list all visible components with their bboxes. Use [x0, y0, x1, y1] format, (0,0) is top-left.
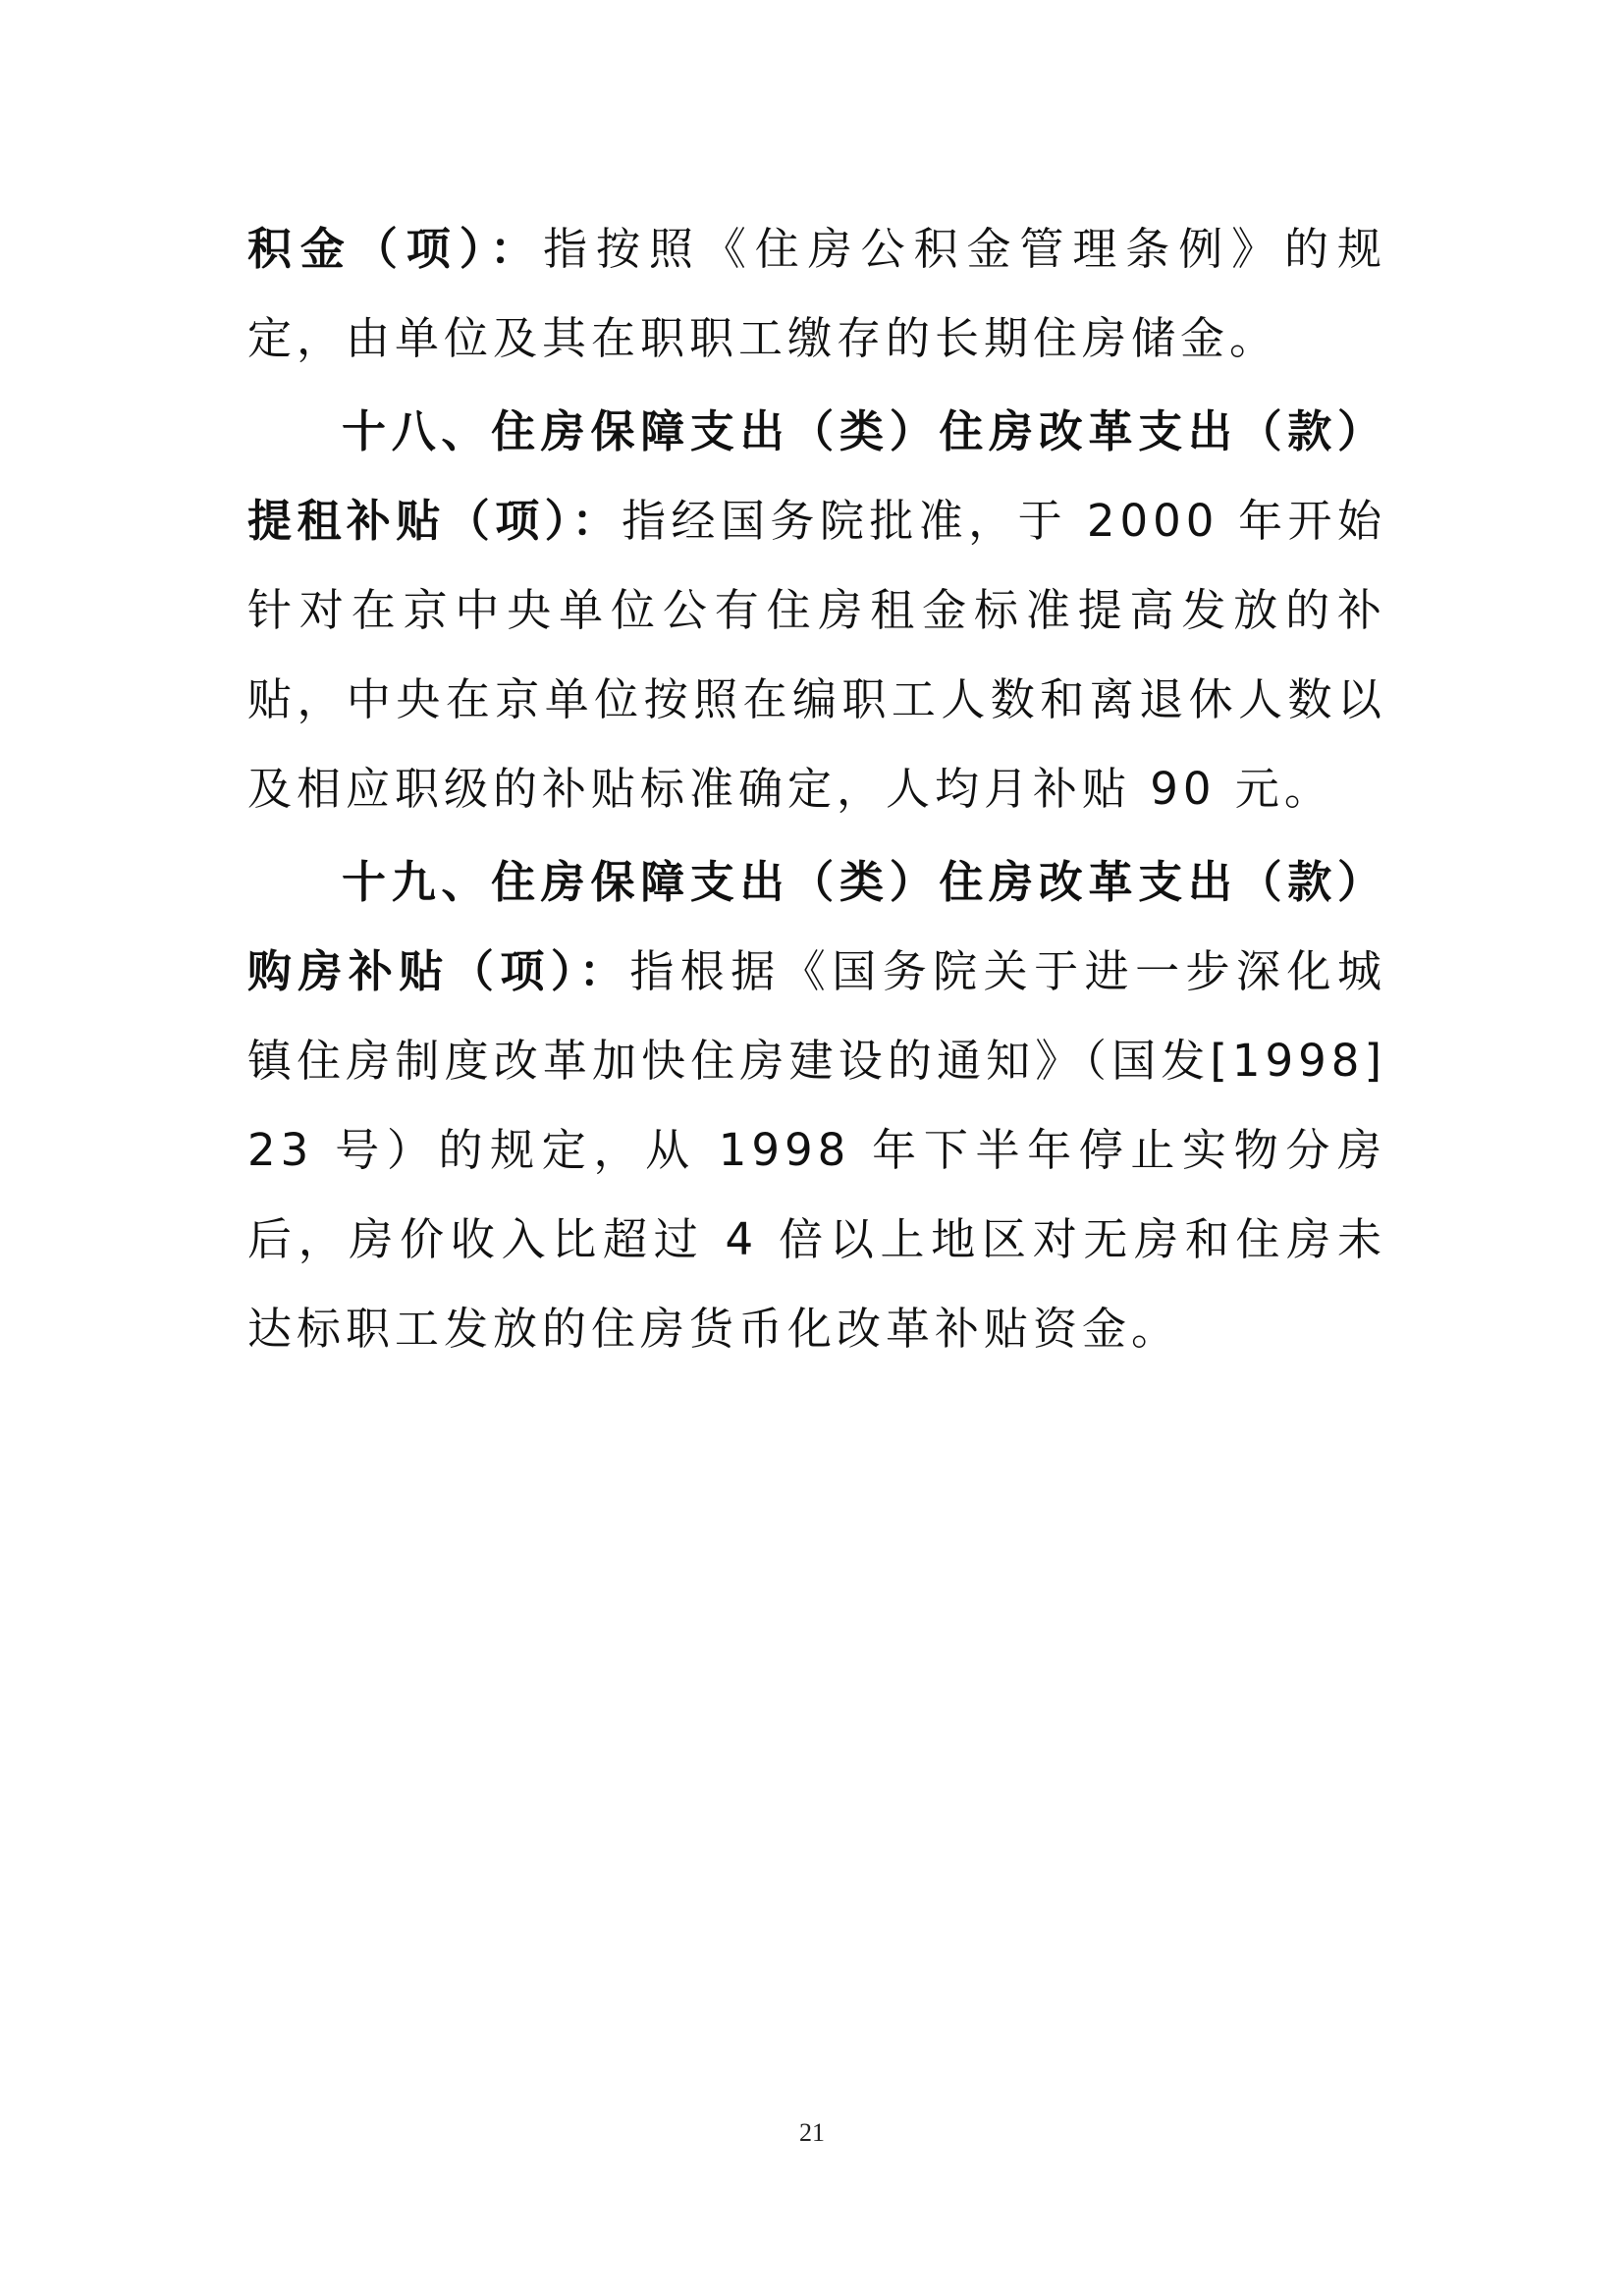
- paragraph-18-rent-subsidy: [247, 387, 1386, 833]
- paragraph-19-purchase-subsidy: [247, 837, 1386, 1373]
- page-number: 21: [799, 2118, 825, 2147]
- document-body: [247, 204, 1386, 1377]
- paragraph-heading: 积金（项）：: [247, 223, 544, 275]
- paragraph-text: 指经国务院批准，于 2000 年开始针对在京中央单位公有住房租金标准提高发放的补贴，中央在京单位按照在编职工人数和离退休人数以及相应职级的补贴标准确定，人均月补贴 90 元。: [247, 495, 1386, 815]
- paragraph-heading: 十八、住房保障支出（类）住房改革支出（款）提租补贴（项）：: [247, 405, 1386, 547]
- paragraph-text: 指按照《住房公积金管理条例》的规定，由单位及其在职职工缴存的长期住房储金。: [247, 223, 1386, 364]
- paragraph-heading: 十九、住房保障支出（类）住房改革支出（款）购房补贴（项）：: [247, 856, 1386, 997]
- paragraph-housing-fund-continued: [247, 204, 1386, 383]
- paragraph-text: 指根据《国务院关于进一步深化城镇住房制度改革加快住房建设的通知》（国发[1998]23 号）的规定，从 1998 年下半年停止实物分房后，房价收入比超过 4 倍以上地区对无房和住房未达标职工发放的住房货币化改革补贴资金。: [247, 945, 1386, 1355]
